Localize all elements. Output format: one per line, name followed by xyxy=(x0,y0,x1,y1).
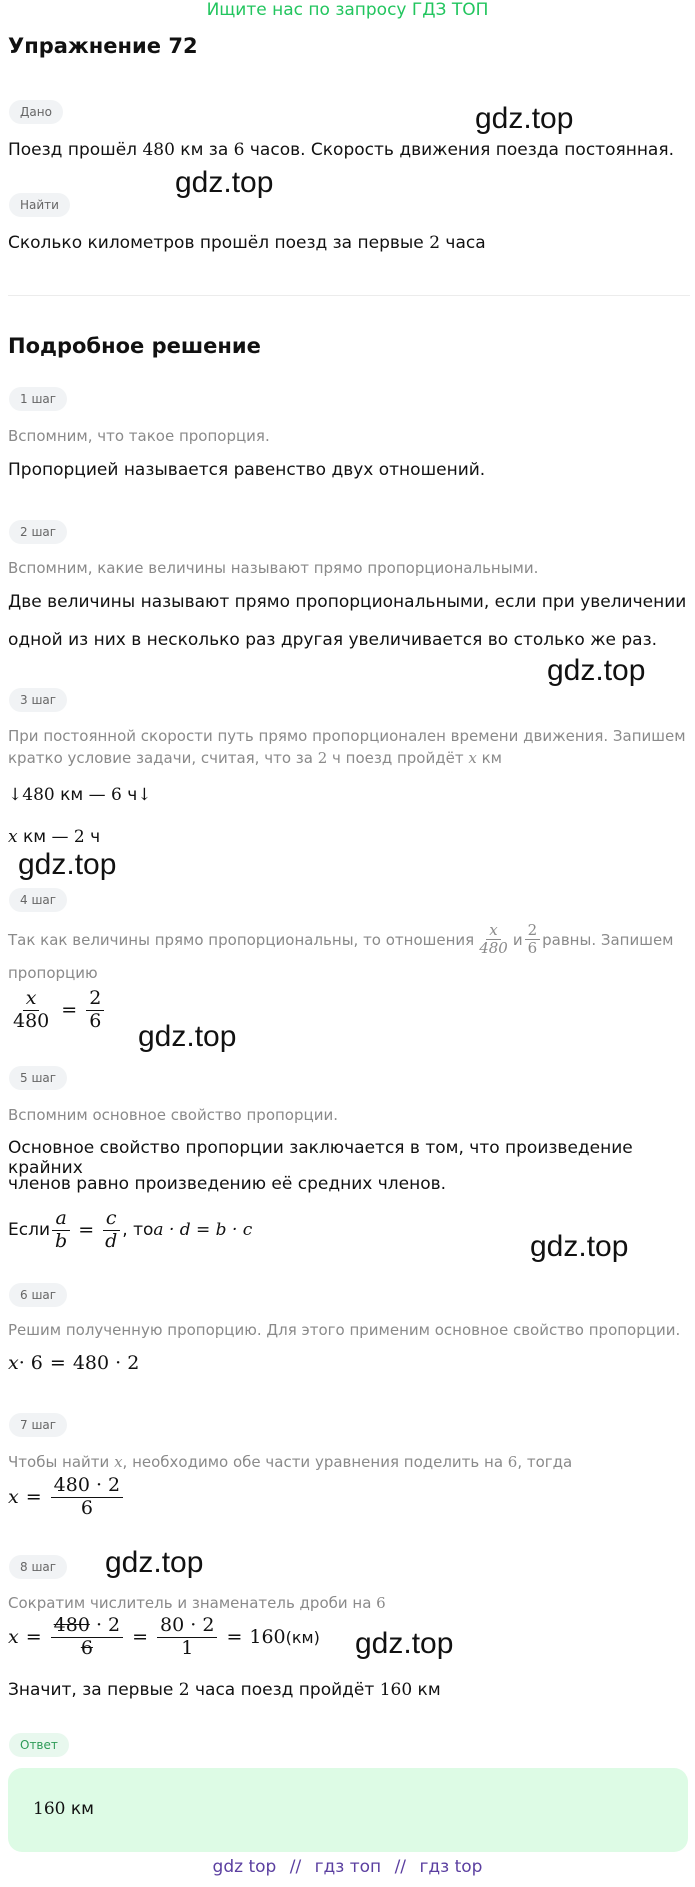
step-4-note-1: Так как величины прямо пропорциональны, то отношения $\frac{x}{480}$ и $\frac{2}{6}$ равны. Запишем xyxy=(8,921,674,958)
step-1-note: Вспомним, что такое пропорция. xyxy=(8,427,270,445)
divider xyxy=(8,295,690,296)
find-text: Сколько километров прошёл поезд за первые 2 часа xyxy=(8,233,486,253)
step-5-rule: Если $\frac{a}{b}$ = $\frac{c}{d}$ , то a · d = b · c xyxy=(8,1207,253,1252)
footer-link-gdz-top[interactable]: gdz top xyxy=(212,1857,277,1877)
step-5-body-1: Основное свойство пропорции заключается в том, что произведение крайних xyxy=(8,1138,633,1178)
page-title: Упражнение 72 xyxy=(8,34,198,58)
step-1-body: Пропорцией называется равенство двух отношений. xyxy=(8,460,486,480)
step-2-note: Вспомним, какие величины называют прямо пропорциональными. xyxy=(8,559,539,577)
watermark: gdz.top xyxy=(547,654,646,687)
step-5-tag: 5 шаг xyxy=(9,1066,67,1090)
find-tag: Найти xyxy=(9,193,70,217)
step-2-body-2: одной из них в несколько раз другая увеличивается во столько же раз. xyxy=(8,630,658,650)
step-4-proportion: $\frac{x}{480}$ = $\frac{2}{6}$ xyxy=(8,988,106,1033)
footer-links xyxy=(0,1857,695,1877)
answer-tag: Ответ xyxy=(9,1733,69,1757)
step-3-note-2: кратко условие задачи, считая, что за 2 ч поезд пройдёт x км xyxy=(8,749,502,767)
footer-separator: // xyxy=(394,1857,407,1877)
step-6-equation: x · 6 = 480 · 2 xyxy=(8,1352,140,1374)
watermark: gdz.top xyxy=(138,1020,237,1053)
step-8-equation: x = $\frac{480 \cdot 2}{6}$ = $\frac{80 \cdot 2}{1}$ = 160 (км) xyxy=(8,1614,320,1659)
step-6-tag: 6 шаг xyxy=(9,1283,67,1307)
given-text: Поезд прошёл 480 км за 6 часов. Скорость движения поезда постоянная. xyxy=(8,140,674,160)
step-6-note: Решим полученную пропорцию. Для этого применим основное свойство пропорции. xyxy=(8,1321,681,1339)
step-7-note: Чтобы найти x, необходимо обе части уравнения поделить на 6, тогда xyxy=(8,1453,573,1471)
watermark: gdz.top xyxy=(175,166,274,199)
watermark: gdz.top xyxy=(475,102,574,135)
step-5-note: Вспомним основное свойство пропорции. xyxy=(8,1106,338,1124)
step-5-body-2: членов равно произведению её средних членов. xyxy=(8,1174,447,1194)
step-3-line-2: x км — 2 ч xyxy=(8,827,101,847)
step-7-tag: 7 шаг xyxy=(9,1413,67,1437)
step-7-equation: x = $\frac{480 \cdot 2}{6}$ xyxy=(8,1475,125,1520)
step-8-tag: 8 шаг xyxy=(9,1555,67,1579)
watermark: gdz.top xyxy=(355,1627,454,1660)
step-4-note-2: пропорцию xyxy=(8,964,98,982)
step-8-conclusion: Значит, за первые 2 часа поезд пройдёт 160 км xyxy=(8,1680,441,1700)
step-8-note: Сократим числитель и знаменатель дроби на 6 xyxy=(8,1594,386,1612)
watermark: gdz.top xyxy=(530,1230,629,1263)
step-2-tag: 2 шаг xyxy=(9,520,67,544)
footer-separator: // xyxy=(289,1857,302,1877)
given-tag: Дано xyxy=(9,100,63,124)
step-3-tag: 3 шаг xyxy=(9,688,67,712)
step-3-line-1: ↓480 км — 6 ч↓ xyxy=(8,785,152,805)
search-banner: Ищите нас по запросу ГДЗ ТОП xyxy=(206,0,489,20)
down-arrow-icon: ↓ xyxy=(8,785,23,805)
answer-box xyxy=(8,1768,688,1852)
footer-link-gdz-top-ru[interactable]: гдз топ xyxy=(314,1857,382,1877)
footer-link-gdz-top-mixed[interactable]: гдз top xyxy=(419,1857,483,1877)
step-1-tag: 1 шаг xyxy=(9,387,67,411)
answer-value: 160 км xyxy=(33,1799,94,1819)
down-arrow-icon: ↓ xyxy=(137,785,152,805)
step-2-body-1: Две величины называют прямо пропорциональными, если при увеличении xyxy=(8,592,687,612)
watermark: gdz.top xyxy=(105,1546,204,1579)
step-3-note-1: При постоянной скорости путь прямо пропорционален времени движения. Запишем xyxy=(8,727,686,745)
watermark: gdz.top xyxy=(18,848,117,881)
step-4-tag: 4 шаг xyxy=(9,888,67,912)
solution-title: Подробное решение xyxy=(8,334,261,358)
